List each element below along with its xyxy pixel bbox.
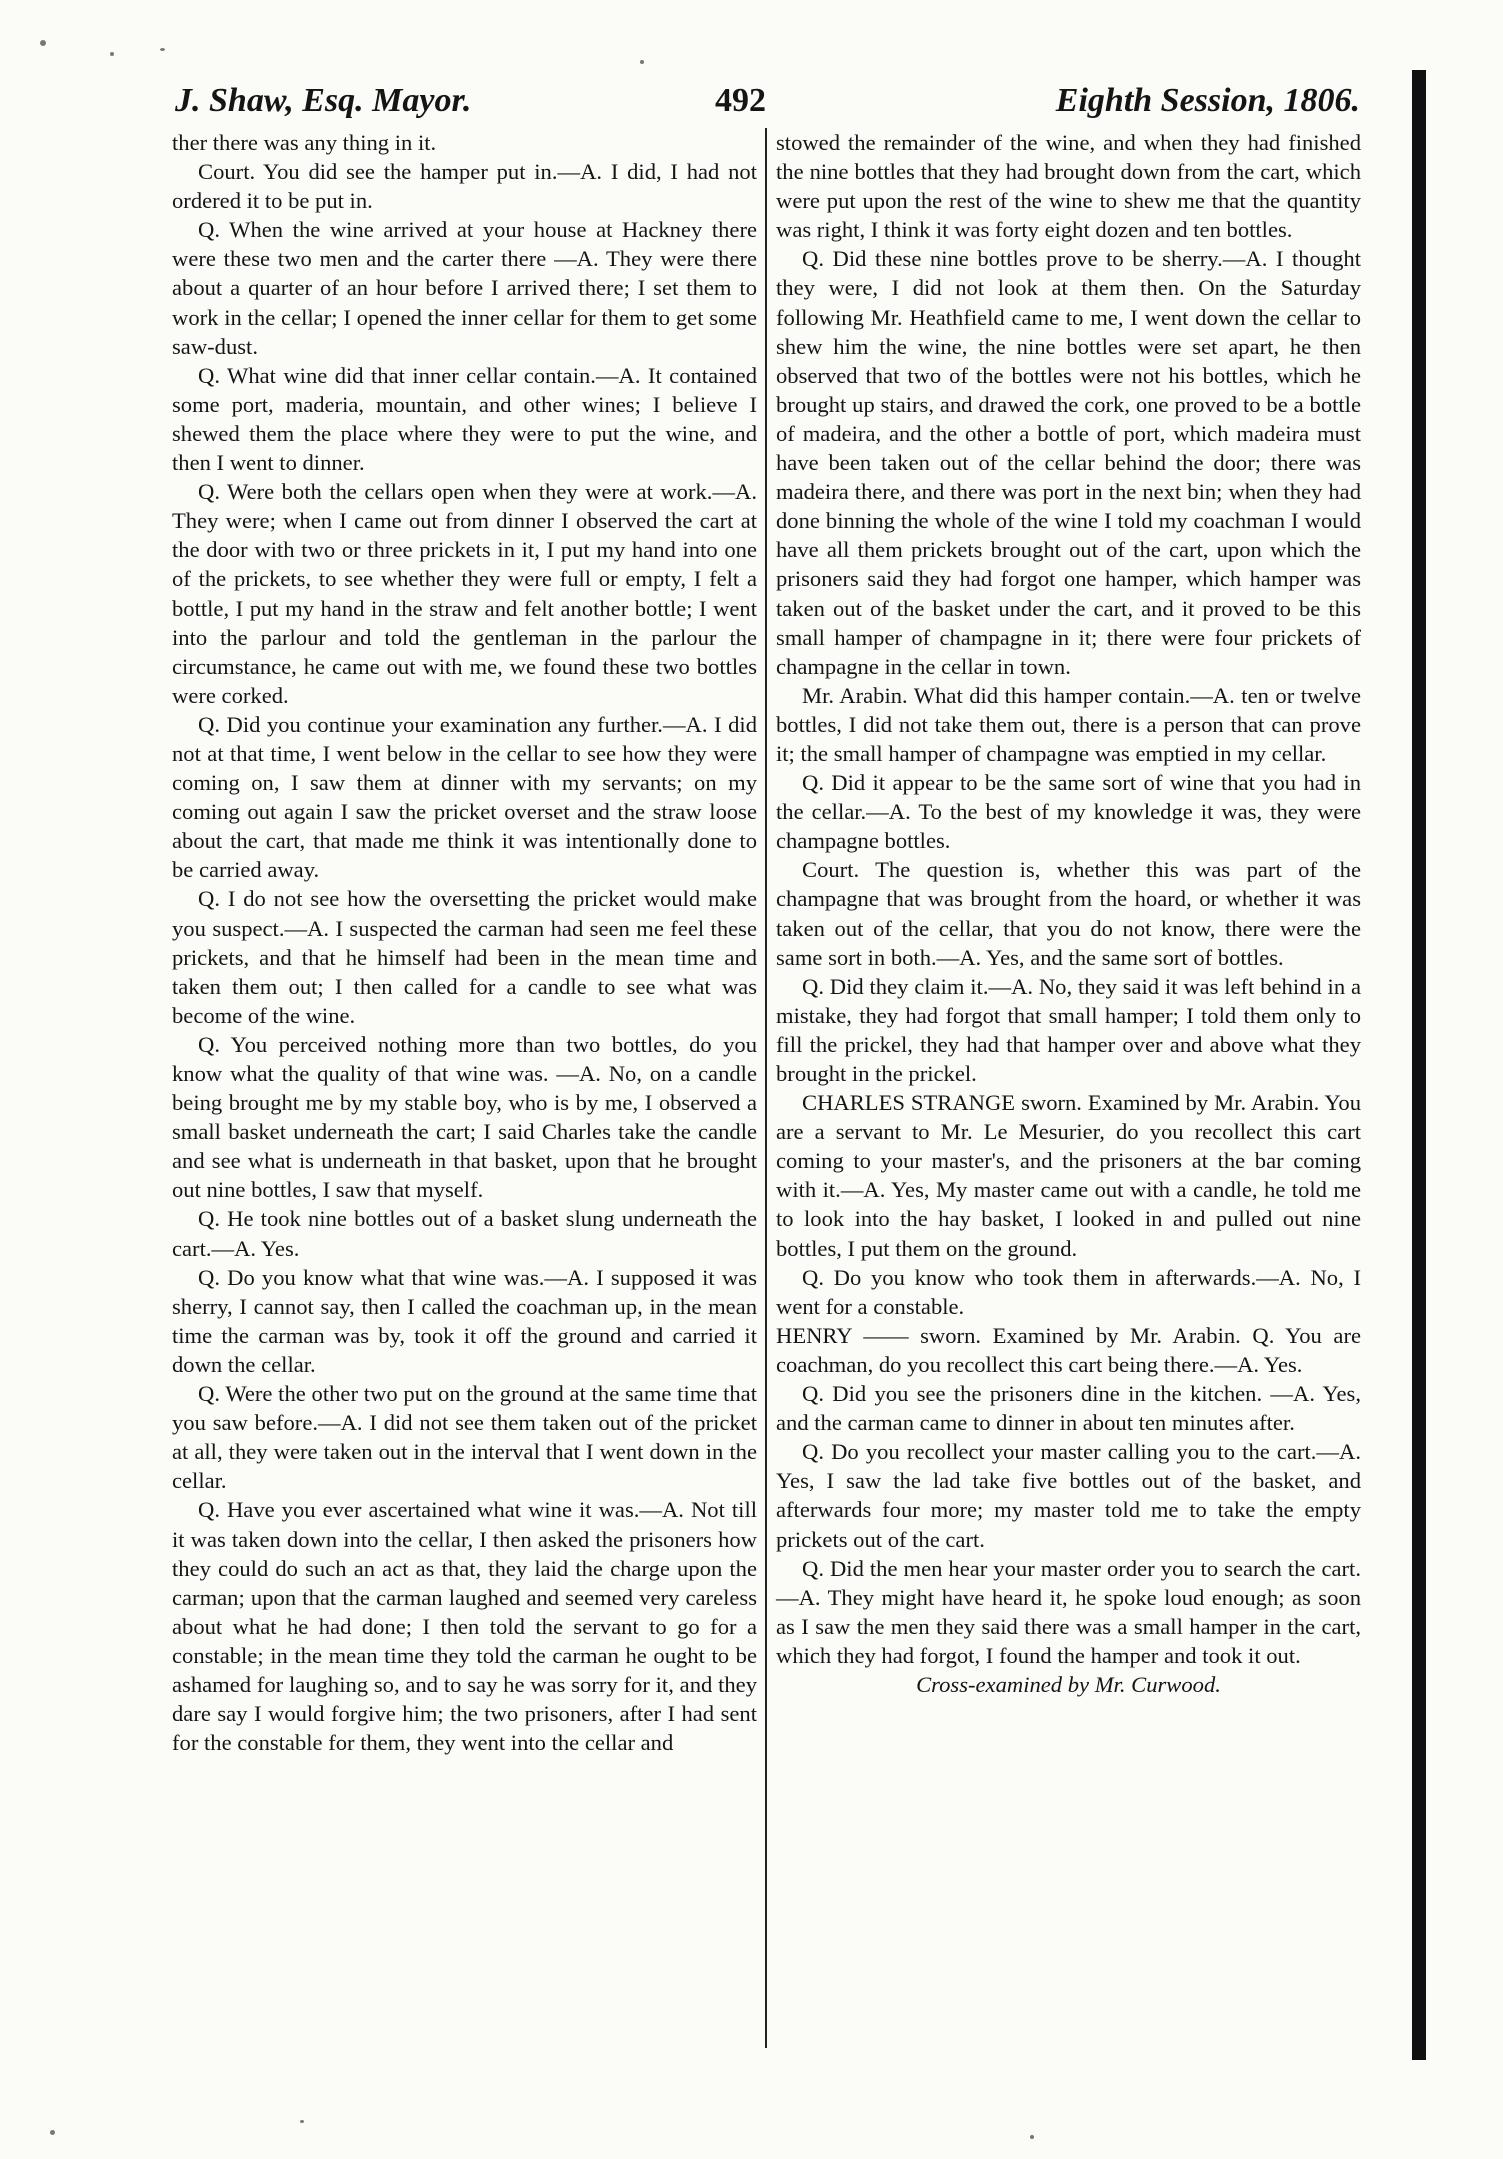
scan-speck [110, 52, 114, 56]
scan-speck [50, 2130, 55, 2135]
paragraph: Q. Were the other two put on the ground at the same time that you saw before.—A. I did not see them taken out of the pricket at all, they were taken out in the interval that I went down in the cellar. [172, 1381, 757, 1494]
header-session: Eighth Session, 1806. [1055, 82, 1360, 119]
paragraph: Q. Did it appear to be the same sort of wine that you had in the cellar.—A. To the best of my knowledge it was, they were champagne bottles. [776, 770, 1361, 854]
page-edge-bar [1412, 70, 1426, 2060]
paragraph: Q. When the wine arrived at your house at Hackney there were these two men and the carter there —A. They were there about a quarter of an hour before I arrived there; I set them to work in the cellar; I opened the inner cellar for them to get some saw-dust. [172, 217, 757, 359]
header-mayor: J. Shaw, Esq. Mayor. [175, 82, 472, 119]
paragraph: stowed the remainder of the wine, and when they had finished the nine bottles that they had brought down from the cart, which were put upon the rest of the wine to shew me that the quantity was right, I think it was forty eight dozen and ten bottles. [776, 130, 1361, 243]
paragraph: Q. Did you continue your examination any further.—A. I did not at that time, I went below in the cellar to see how they were coming on, I saw them at dinner with my servants; on my coming out again I saw the pricket overset and the straw loose about the cart, that made me think it was intentionally done to be carried away. [172, 711, 757, 883]
running-header [175, 82, 1360, 126]
left-column [172, 128, 757, 1757]
paragraph: Q. Did they claim it.—A. No, they said it was left behind in a mistake, they had forgot that small hamper; I told them only to fill the prickel, they had that hamper over and above what they brought in the prickel. [776, 973, 1361, 1086]
paragraph: CHARLES STRANGE sworn. Examined by Mr. Arabin. You are a servant to Mr. Le Mesurier, do you recollect this cart coming to your master's, and the prisoners at the bar coming with it.—A. Yes, My master came out with a candle, he told me to look into the hay basket, I looked in and pulled out nine bottles, I put them on the ground. [776, 1090, 1361, 1261]
paragraph: Q. He took nine bottles out of a basket slung underneath the cart.—A. Yes. [172, 1206, 757, 1261]
paragraph: Court. The question is, whether this was part of the champagne that was brought from the hoard, or whether it was taken out of the cellar, that you do not know, there were the same sort in both.—A. Yes, and the same sort of bottles. [776, 857, 1361, 970]
scan-speck [640, 60, 644, 64]
paragraph: Q. Were both the cellars open when they were at work.—A. They were; when I came out from dinner I observed the cart at the door with two or three prickets in it, I put my hand into one of the prickets, to see whether they were full or empty, I felt a bottle, I put my hand in the straw and felt another bottle; I went into the parlour and told the gentleman in the parlour the circumstance, he came out with me, we found these two bottles were corked. [172, 479, 757, 708]
scan-speck [160, 48, 165, 51]
paragraph: Q. Did you see the prisoners dine in the kitchen. —A. Yes, and the carman came to dinner in about ten minutes after. [776, 1381, 1361, 1436]
paragraph: Q. Do you know who took them in afterwards.—A. No, I went for a constable. [776, 1264, 1361, 1319]
column-divider [765, 128, 767, 2048]
paragraph: Q. Did these nine bottles prove to be sherry.—A. I thought they were, I did not look at them then. On the Saturday following Mr. Heathfield came to me, I went down the cellar to shew him the wine, the nine bottles were set apart, he then observed that two of the bottles were not his bottles, which he brought up stairs, and drawed the cork, one proved to be a bottle of madeira, and the other a bottle of port, which madeira must have been taken out of the cellar behind the door; there was madeira there, and there was port in the next bin; when they had done binning the whole of the wine I told my coachman I would have all them prickets brought out of the cart, upon which the prisoners said they had forgot one hamper, which hamper was taken out of the basket under the cart, and it proved to be this small hamper of champagne in it; there were four prickets of champagne in the cellar in town. [776, 246, 1361, 679]
paragraph: ther there was any thing in it. [172, 130, 437, 155]
section-label: Cross-examined by Mr. Curwood. [916, 1671, 1221, 1697]
paragraph: HENRY —— sworn. Examined by Mr. Arabin. Q. You are coachman, do you recollect this cart being there.—A. Yes. [776, 1322, 1361, 1377]
page-number: 492 [715, 82, 766, 119]
paragraph: Q. You perceived nothing more than two bottles, do you know what the quality of that wine was. —A. No, on a candle being brought me by my stable boy, who is by me, I observed a small basket underneath the cart; I said Charles take the candle and see what is underneath in that basket, upon that he brought out nine bottles, I saw that myself. [172, 1031, 757, 1203]
paragraph: Q. I do not see how the oversetting the pricket would make you suspect.—A. I suspected the carman had seen me feel these prickets, and that he himself had been in the mean time and taken them out; I then called for a candle to see what was become of the wine. [172, 886, 757, 1028]
paragraph: Q. Have you ever ascertained what wine it was.—A. Not till it was taken down into the cellar, I then asked the prisoners how they could do such an act as that, they laid the charge upon the carman; upon that the carman laughed and seemed very careless about what he had done; I then told the servant to go for a constable; in the mean time they told the carman he ought to be ashamed for laughing so, and to say he was sorry for it, and they dare say I would forgive him; the two prisoners, after I had sent for the constable for them, they went into the cellar and [172, 1497, 757, 1756]
paragraph: Q. What wine did that inner cellar contain.—A. It contained some port, maderia, mountain, and other wines; I believe I shewed them the place where they were to put the wine, and then I went to dinner. [172, 362, 757, 476]
paragraph: Court. You did see the hamper put in.—A. I did, I had not ordered it to be put in. [172, 159, 757, 214]
scan-speck [300, 2120, 304, 2123]
scan-speck [1030, 2135, 1034, 2139]
scan-speck [40, 40, 46, 46]
right-column [776, 128, 1361, 1699]
paragraph: Q. Did the men hear your master order you to search the cart.—A. They might have heard it, he spoke loud enough; as soon as I saw the men they said there was a small hamper in the cart, which they had forgot, I found the hamper and took it out. [776, 1555, 1361, 1668]
paragraph: Q. Do you know what that wine was.—A. I supposed it was sherry, I cannot say, then I called the coachman up, in the mean time the carman was by, took it off the ground and carried it down the cellar. [172, 1264, 757, 1377]
paragraph: Mr. Arabin. What did this hamper contain.—A. ten or twelve bottles, I did not take them out, there is a person that can prove it; the small hamper of champagne was emptied in my cellar. [776, 682, 1361, 766]
paragraph: Q. Do you recollect your master calling you to the cart.—A. Yes, I saw the lad take five bottles out of the basket, and afterwards four more; my master told me to take the empty prickets out of the cart. [776, 1439, 1361, 1552]
